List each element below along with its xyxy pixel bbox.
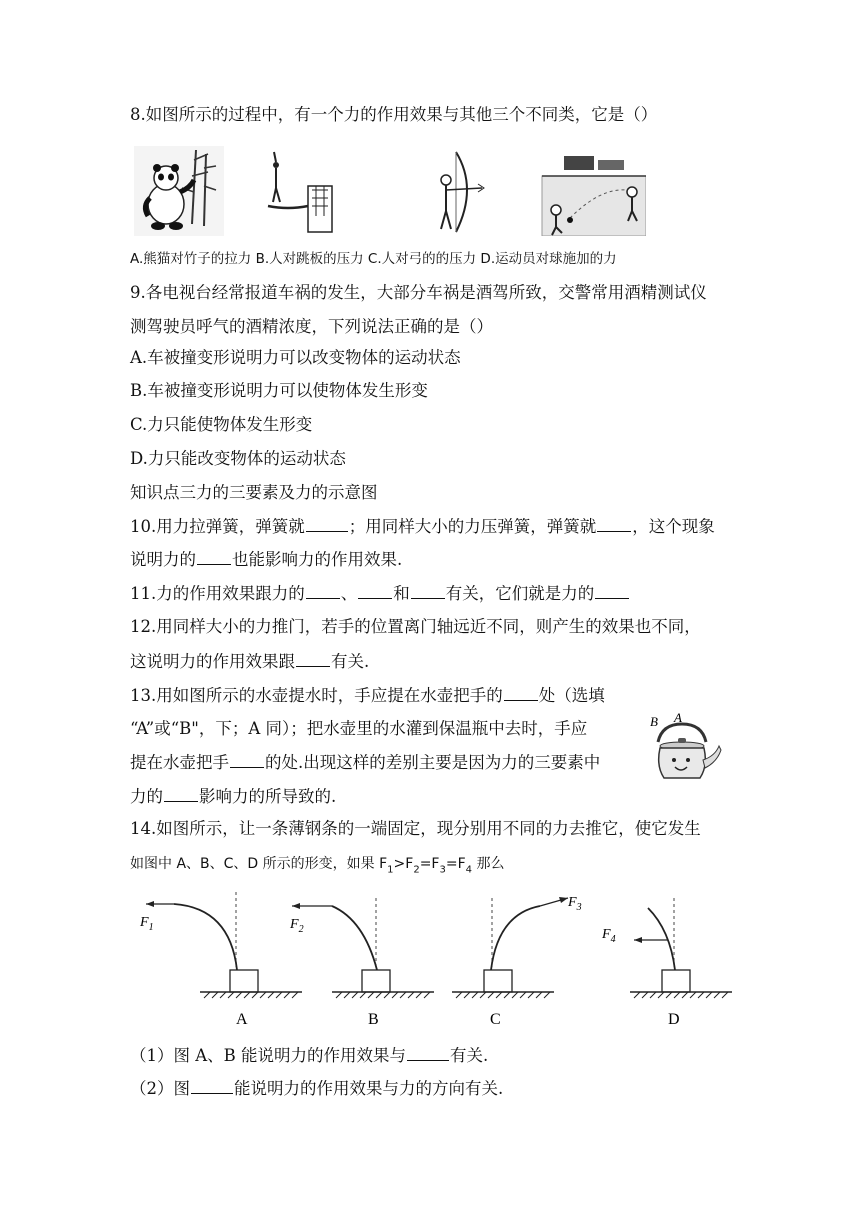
q11-text-3: 和 xyxy=(393,584,410,603)
q10-blank-3[interactable] xyxy=(197,548,231,565)
strip-b xyxy=(332,906,377,970)
q12-text-1: 这说明力的作用效果跟 xyxy=(130,652,295,671)
force-label-2: $F_2$ xyxy=(290,917,304,935)
q10-blank-1[interactable] xyxy=(306,515,348,532)
q12-line1: 12.用同样大小的力推门，若手的位置离门轴远近不同，则产生的效果也不同， xyxy=(130,617,701,636)
panel-c xyxy=(452,895,582,1028)
force-label-3: $F_3$ xyxy=(568,895,582,913)
strip-d xyxy=(648,908,675,970)
q11-blank-4[interactable] xyxy=(595,582,629,599)
q11-text-1: 11.力的作用效果跟力的 xyxy=(130,584,305,603)
q9-stem-line1: 9.各电视台经常报道车祸的发生，大部分车祸是酒驾所致，交警常用酒精测试仪 xyxy=(130,283,707,302)
q10-text-2: ；用同样大小的力压弹簧，弹簧就 xyxy=(348,517,597,536)
force-label-1: $F_1$ xyxy=(140,915,154,933)
q9-option-b: B.车被撞变形说明力可以使物体发生形变 xyxy=(130,381,428,400)
q13-line2: “A”或“B"，下；A 同）；把水壶里的水灌到保温瓶中去时，手应 xyxy=(130,719,588,738)
panel-label-b: B xyxy=(368,1011,379,1028)
q13-text-2: 处（选填 xyxy=(538,686,605,705)
q14-line2: 如图中 A、B、C、D 所示的形变，如果 $F_1>F_2=F_3=F_4$ 那么 xyxy=(130,856,505,876)
q8-stem: 8.如图所示的过程中，有一个力的作用效果与其他三个不同类，它是（） xyxy=(130,105,658,124)
q8-options: A.熊猫对竹子的拉力 B.人对跳板的压力 C.人对弓的的压力 D.运动员对球施加的力 xyxy=(130,251,617,267)
q10-text-1: 10.用力拉弹簧，弹簧就 xyxy=(130,517,305,536)
q14-sub2 xyxy=(130,1077,503,1100)
panda-bamboo-image xyxy=(134,146,224,236)
q10-line1 xyxy=(130,515,715,538)
q11-blank-3[interactable] xyxy=(411,582,445,599)
panel-label-d: D xyxy=(668,1011,680,1028)
q13-line1 xyxy=(130,684,605,707)
kettle-figure xyxy=(644,708,724,786)
q9-option-d: D.力只能改变物体的运动状态 xyxy=(130,449,346,468)
q8-figure xyxy=(134,146,646,236)
q13-text-5: 力的 xyxy=(130,787,163,806)
steel-strip-figure xyxy=(126,884,732,1034)
q12-blank-1[interactable] xyxy=(296,650,330,667)
q10-text-4: 说明力的 xyxy=(130,550,196,569)
archer-image xyxy=(441,152,484,232)
q14-sub2-text-2: 能说明力的作用效果与力的方向有关. xyxy=(234,1079,504,1098)
football-image xyxy=(542,156,646,236)
force-label-4: $F_4$ xyxy=(602,927,616,945)
q14-sub2-text-1: （2）图 xyxy=(130,1079,190,1098)
diving-board-image xyxy=(268,152,332,232)
strip-c xyxy=(491,906,540,970)
q13-blank-1[interactable] xyxy=(504,684,538,701)
q14-line1: 14.如图所示，让一条薄钢条的一端固定，现分别用不同的力去推它，使它发生 xyxy=(130,819,701,838)
q13-blank-2[interactable] xyxy=(230,751,264,768)
q10-line2 xyxy=(130,548,402,571)
panel-label-c: C xyxy=(490,1011,501,1028)
panel-d xyxy=(601,898,732,1028)
q14-sub1-text-2: 有关. xyxy=(450,1046,489,1065)
q11-text-2: 、 xyxy=(340,584,358,603)
panel-b xyxy=(289,898,434,1028)
q10-blank-2[interactable] xyxy=(597,515,631,532)
q9-stem-line2: 测驾驶员呼气的酒精浓度，下列说法正确的是（） xyxy=(130,317,493,336)
q13-blank-3[interactable] xyxy=(164,785,198,802)
panel-label-a: A xyxy=(236,1011,248,1028)
q14-sub1-text-1: （1）图 A、B 能说明力的作用效果与 xyxy=(130,1046,407,1065)
section-heading: 知识点三力的三要素及力的示意图 xyxy=(130,483,378,502)
q9-option-a: A.车被撞变形说明力可以改变物体的运动状态 xyxy=(130,348,461,367)
q13-text-6: 影响力的所导致的. xyxy=(199,787,337,806)
kettle-label-b: B xyxy=(650,714,658,729)
kettle-body xyxy=(659,748,706,778)
q13-text-3: 提在水壶把手 xyxy=(130,753,229,772)
q10-text-5: 也能影响力的作用效果. xyxy=(232,550,403,569)
q11-text-4: 有关，它们就是力的 xyxy=(445,584,595,603)
q13-text-1: 13.用如图所示的水壶提水时，手应提在水壶把手的 xyxy=(130,686,503,705)
panel-a xyxy=(139,892,302,1028)
q12-line2 xyxy=(130,650,369,673)
q11-blank-2[interactable] xyxy=(358,582,392,599)
q14-sub1 xyxy=(130,1044,488,1067)
q14-sub1-blank[interactable] xyxy=(407,1044,449,1061)
q13-text-4: 的处.出现这样的差别主要是因为力的三要素中 xyxy=(265,753,601,772)
q12-text-2: 有关. xyxy=(331,652,370,671)
q9-option-c: C.力只能使物体发生形变 xyxy=(130,415,313,434)
q11-line xyxy=(130,582,630,605)
q11-blank-1[interactable] xyxy=(306,582,340,599)
strip-a xyxy=(174,904,237,970)
kettle-label-a: A xyxy=(674,710,682,725)
q13-line3 xyxy=(130,751,600,774)
q10-text-3: ，这个现象 xyxy=(632,517,715,536)
q14-sub2-blank[interactable] xyxy=(191,1077,233,1094)
q13-line4 xyxy=(130,785,336,808)
